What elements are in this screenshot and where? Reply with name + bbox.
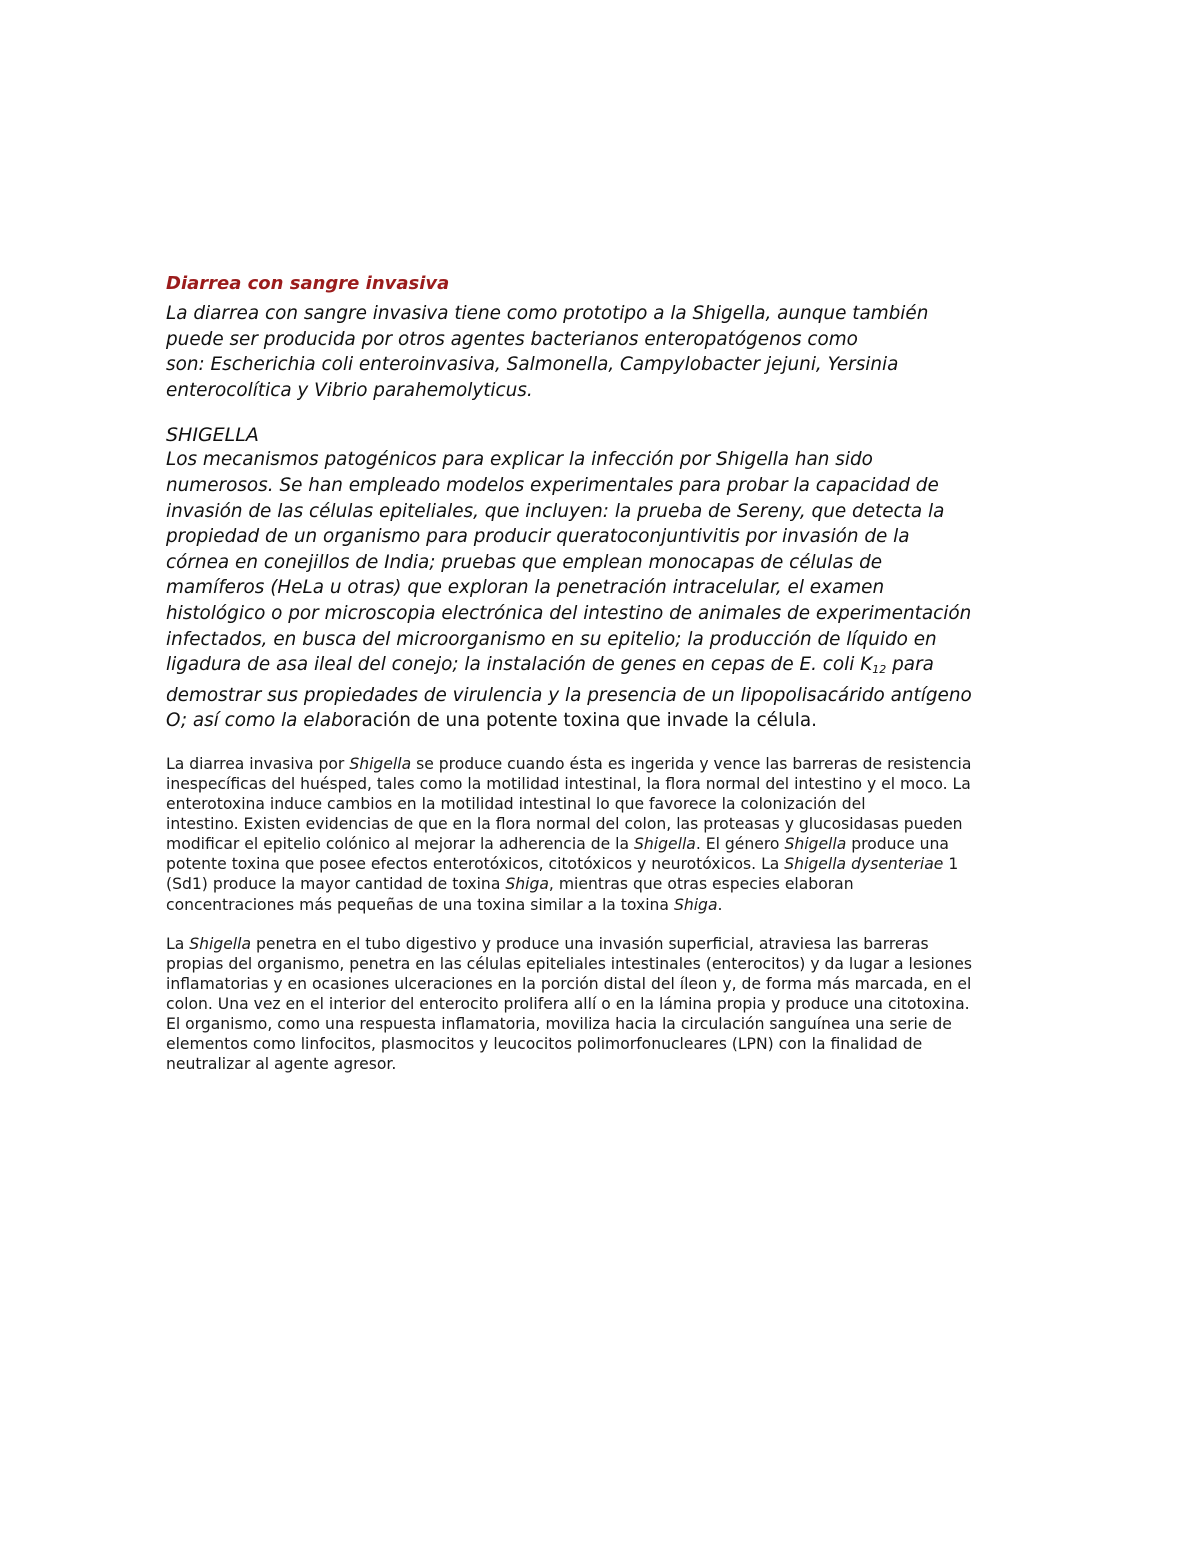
body-line: elementos como linfocitos, plasmocitos y leucocitos polimorfonucleares (LPN) con la finalidad de <box>166 1035 923 1054</box>
shigella-subheading: SHIGELLA <box>166 424 259 447</box>
body-line: enterotoxina induce cambios en la motilidad intestinal lo que favorece la colonización del <box>166 795 866 814</box>
toxin-name: Shiga <box>673 895 718 914</box>
shigella-line-text: O; así como la elabo <box>166 710 354 732</box>
shigella-line <box>166 708 1036 734</box>
intro-paragraph <box>166 301 1036 403</box>
shigella-line-text: para <box>886 654 934 676</box>
k12-subscript: 12 <box>872 663 887 677</box>
document-content <box>166 272 1036 1074</box>
section-heading: Diarrea con sangre invasiva <box>166 273 450 294</box>
species-name: Shigella <box>349 754 412 773</box>
shigella-line: histológico o por microscopia electrónica del intestino de animales de experimentación <box>166 602 972 624</box>
body-text: . <box>717 895 723 914</box>
body-line: propias del organismo, penetra en las células epiteliales intestinales (enterocitos) y da lugar a lesiones <box>166 954 973 973</box>
body-text: La <box>166 934 190 953</box>
shigella-line: invasión de las células epiteliales, que incluyen: la prueba de Sereny, que detecta la <box>166 500 945 522</box>
body-text: se produce cuando ésta es ingerida y vence las barreras de resistencia <box>411 754 972 773</box>
intro-line: puede ser producida por otros agentes bacterianos enteropatógenos como <box>166 328 858 350</box>
body-text: . El género <box>695 835 785 854</box>
body-text: produce una <box>846 835 949 854</box>
shigella-line: infectados, en busca del microorganismo en su epitelio; la producción de líquido en <box>166 628 937 650</box>
species-name: Shigella <box>784 835 847 854</box>
shigella-line-text-upright: ración de una potente toxina que invade la célula. <box>353 710 817 732</box>
invasion-paragraph <box>166 934 1036 1075</box>
intro-line: son: Escherichia coli enteroinvasiva, Salmonella, Campylobacter jejuni, Yersinia <box>166 354 899 376</box>
body-text: La diarrea invasiva por <box>166 754 350 773</box>
body-line <box>166 895 1036 915</box>
shigella-line <box>166 652 1036 683</box>
body-line: colon. Una vez en el interior del enterocito prolifera allí o en la lámina propia y produce una citotoxina. <box>166 994 970 1013</box>
pathogenesis-paragraph <box>166 754 1036 915</box>
shigella-line: mamíferos (HeLa u otras) que exploran la penetración intracelular, el examen <box>166 577 885 599</box>
shigella-line: numerosos. Se han empleado modelos experimentales para probar la capacidad de <box>166 474 939 496</box>
shigella-line: propiedad de un organismo para producir queratoconjuntivitis por invasión de la <box>166 526 910 548</box>
shigella-paragraph <box>166 447 1036 734</box>
body-line: neutralizar al agente agresor. <box>166 1055 397 1074</box>
shigella-line-text: ligadura de asa ileal del conejo; la instalación de genes en cepas de E. coli K <box>166 654 873 676</box>
species-name: Shigella dysenteriae <box>784 855 944 874</box>
body-text: concentraciones más pequeñas de una toxina similar a la toxina <box>166 895 674 914</box>
body-text: penetra en el tubo digestivo y produce una invasión superficial, atraviesa las barreras <box>251 934 929 953</box>
body-line <box>166 934 1036 954</box>
body-line <box>166 874 1036 894</box>
body-line: inflamatorias y en ocasiones ulceraciones en la porción distal del íleon y, de forma más marcada, en el <box>166 974 972 993</box>
body-text: 1 <box>943 855 959 874</box>
body-line: inespecíficas del huésped, tales como la motilidad intestinal, la flora normal del intestino y el moco. La <box>166 775 971 793</box>
shigella-line: Los mecanismos patogénicos para explicar la infección por Shigella han sido <box>166 449 873 471</box>
body-text: potente toxina que posee efectos enterotóxicos, citotóxicos y neurotóxicos. La <box>166 855 785 874</box>
species-name: Shigella <box>189 934 252 953</box>
body-line <box>166 754 1036 774</box>
body-line: intestino. Existen evidencias de que en la flora normal del colon, las proteasas y glucosidasas pueden <box>166 815 963 834</box>
shigella-line: demostrar sus propiedades de virulencia y la presencia de un lipopolisacárido antígeno <box>166 684 972 706</box>
body-text: , mientras que otras especies elaboran <box>548 875 854 894</box>
body-line <box>166 834 1036 854</box>
species-name: Shigella <box>634 835 696 854</box>
body-text: modificar el epitelio colónico al mejorar la adherencia de la <box>166 835 635 854</box>
toxin-name: Shiga <box>505 875 549 894</box>
body-line: El organismo, como una respuesta inflamatoria, moviliza hacia la circulación sanguínea una serie de <box>166 1015 952 1034</box>
intro-line: enterocolítica y Vibrio parahemolyticus. <box>166 379 533 401</box>
intro-line: La diarrea con sangre invasiva tiene como prototipo a la Shigella, aunque también <box>166 303 929 324</box>
body-text: (Sd1) produce la mayor cantidad de toxina <box>166 875 506 894</box>
shigella-line: córnea en conejillos de India; pruebas que emplean monocapas de células de <box>166 551 883 573</box>
body-line <box>166 854 1036 874</box>
